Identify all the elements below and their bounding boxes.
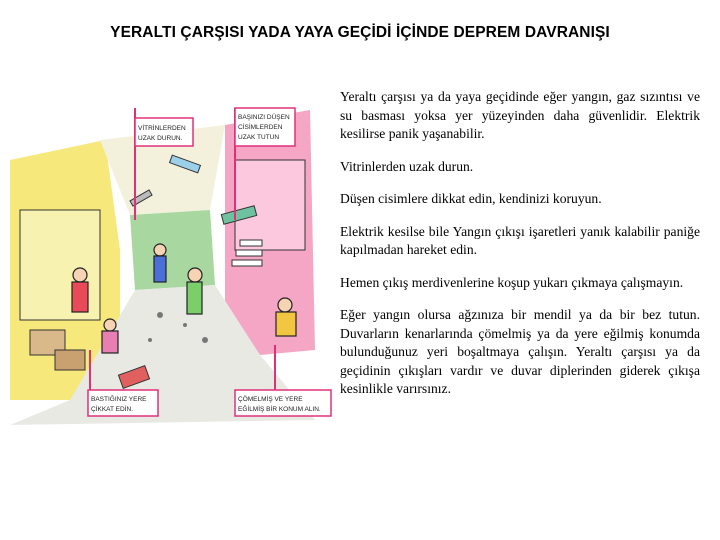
paragraph-windows: Vitrinlerden uzak durun.	[340, 158, 474, 174]
body-text	[340, 88, 700, 413]
page-title: YERALTI ÇARŞISI YADA YAYA GEÇİDİ İÇİNDE DEPREM DAVRANIŞI	[110, 24, 610, 41]
label-where-you-stand-line2: ÇİKKAT EDİN.	[91, 406, 134, 413]
label-where-you-stand	[88, 390, 158, 416]
label-shop-windows	[135, 118, 193, 146]
label-crouch	[235, 390, 331, 416]
label-shop-windows-line2: UZAK DURUN.	[138, 135, 183, 142]
label-crouch-line1: ÇÖMELMİŞ VE YERE	[238, 396, 303, 403]
paragraph-stairs: Hemen çıkış merdivenlerine koşup yukarı çıkmaya çalışmayın.	[340, 274, 684, 290]
paragraph-falling-objects: Düşen cisimlere dikkat edin, kendinizi koruyun.	[340, 191, 602, 206]
label-crouch-line2: EĞİLMİŞ BİR KONUM ALIN.	[238, 406, 321, 413]
label-falling-objects-line1: BAŞINIZI DÜŞEN	[238, 114, 290, 121]
paragraph-exit-signs: Elektrik kesilse bile Yangın çıkışı işaretleri yanık kalabilir paniğe kapılmadan hareket edin.	[340, 223, 700, 257]
paragraph-fire: Eğer yangın olursa ağzınıza bir mendil ya da bir bez tutun. Duvarların kenarlarında çömelmiş ya da yere eğilmiş konumda bulunduğunuz yeri boşaltmaya çalışın. Yeraltı çarşısı ya da geçidinin çıkışları vardır ve duvar diplerinden giderek çıkışa kesinlikle varırsınız.	[340, 307, 700, 396]
label-falling-objects-line2: CİSİMLERDEN	[238, 124, 283, 131]
label-falling-objects	[235, 108, 295, 146]
paragraph-intro: Yeraltı çarşısı ya da yaya geçidinde eğer yangın, gaz sızıntısı ve su basması yoksa yer yüzeyinden daha güvenlidir. Elektrik kesilirse panik yaşanabilir.	[340, 89, 700, 141]
label-shop-windows-line1: VİTRİNLERDEN	[138, 125, 186, 132]
label-where-you-stand-line1: BASTIĞINIZ YERE	[91, 396, 147, 403]
label-falling-objects-line3: UZAK TUTUN	[238, 134, 280, 141]
earthquake-underground-illustration	[10, 100, 335, 425]
